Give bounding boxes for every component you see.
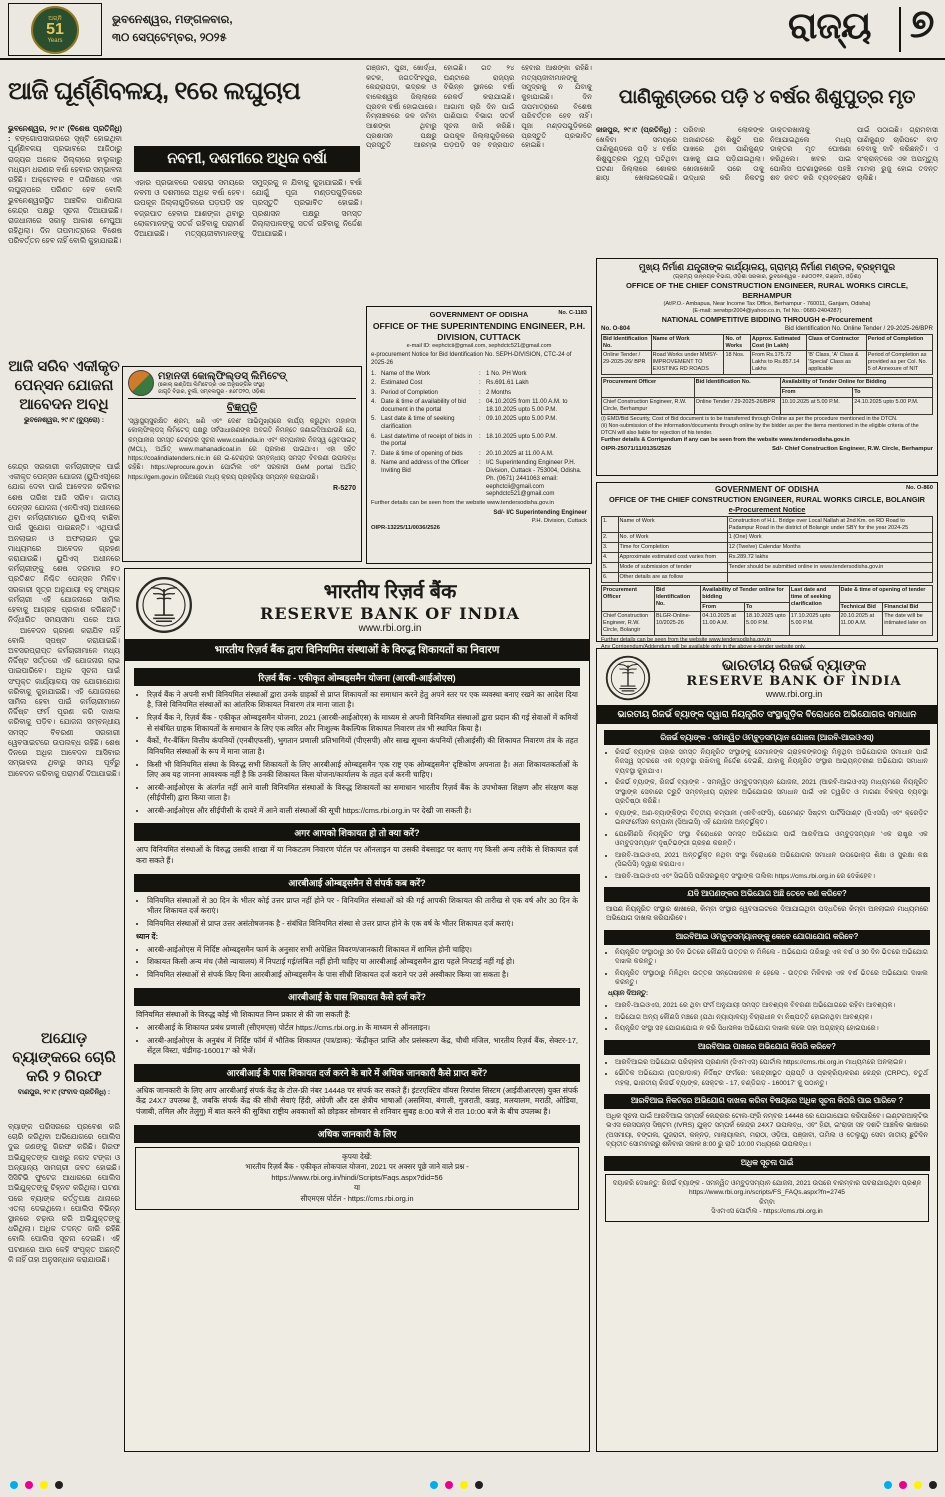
berhampur-note-line: (i) EMD/Bid Security, Cost of Bid document is to be transferred through Online as per the procedure mentioned in the DTCN. [601,416,898,422]
col-clarification: Last date and time of seeking clarification [789,585,839,612]
lead-body-text-2: ଏହାର ପ୍ରଭାବରେ ଦଶହରା ସମୟରେ ନବମୀ ଓ ଦଶମୀରେ ଅଧିକ ବର୍ଷା ହେବ। ଉପକୂଳ ଜିଲ୍ଲାଗୁଡ଼ିକରେ ଘଡ଼ଘଡ଼ି ସହ ବଜ୍ରପାତ ହେବାର ଆଶଙ୍କା ଥିବାରୁ ଲୋକମାନଙ୍କୁ ସତର୍କ ରହିବାକୁ ପରାମର୍ଶ ଦିଆଯାଇଛି। ମତ୍ସ୍ୟଜୀବୀମାନଙ୍କୁ ସମୁଦ୍ରକୁ ନ ଯିବାକୁ କୁହାଯାଇଛି। ବର୍ଷା ଯୋଗୁଁ ପୂଜା ମଣ୍ଡପଗୁଡ଼ିକରେ ପ୍ରସ୍ତୁତି ପ୍ରଭାବିତ ହୋଇଛି। ପ୍ରଶାସନ ପକ୍ଷରୁ ସମସ୍ତ ଜିଲ୍ଲାପାଳଙ୍କୁ ସତର୍କ ରହିବାକୁ ନିର୍ଦ୍ଦେଶ ଦିଆଯାଇଛି। [134,178,362,239]
rbi-hi-note-bullet: • आरबी-आईओएस में निर्दिष्ट ओम्बड्समैन फार्म के अनुसार सभी अपेक्षित विवरण/जानकारी शिकायत में शामिल होनी चाहिए। [147,945,578,955]
rbi-hi-sec3-bullets [147,896,578,930]
col-bid-id: Bid Identification No. [602,334,652,351]
bolangir-detail-row [602,553,933,563]
bolangir-row-value: Construction of H.L. Bridge over Local Nallah at 2nd Km. on RD Road to Padampur Road in the district of Bolangir under SBY for the year 2024-25 [727,516,932,533]
col-technical-bid: Technical Bid [839,602,883,612]
berhampur-ref-row [601,325,933,333]
edition-city-day: ଭୁବନେଶ୍ୱର, ମଙ୍ଗଳବାର, [112,14,233,26]
rbi-hi-footer-line: या [353,1183,361,1193]
mcl-title-block [158,371,286,396]
mcl-reference-number: R-5270 [333,484,356,492]
badge-years-number: 51 [46,20,64,38]
rbi-or-note-bullet: • ଆରବି-ଆଇଓଏସ, 2021 ରେ ଥିବା ଫର୍ମ ଅନୁଯାୟୀ ସମସ୍ତ ଆବଶ୍ୟକ ବିବରଣୀ ଅଭିଯୋଗରେ ରହିବା ଆବଶ୍ୟକ। [615,1001,928,1010]
ph-item-number: 1. [371,370,377,378]
rbi-or-header [597,649,937,705]
col-financial-bid: Financial Bid [883,602,933,612]
berhampur-officer-header-row1 [602,378,933,388]
ph-email-line: e-mail ID: eephctcii@gmail.com, sephdctc521@gmail.com [406,343,552,350]
bolangir-eproc-title: e-Procurement Notice [728,505,806,515]
mcl-header [128,370,356,399]
col-from: From [780,387,853,397]
rbi-hi-sec1-title: रिज़र्व बैंक - एकीकृत ओम्बड्समैन योजना (आरबी-आईओएस) [134,668,580,686]
cell-technical-bid: 20.10.2025 at 11.00 A.M. [839,612,883,636]
rbi-hi-bullet: • बैंकों, गैर-बैंकिंग वित्तीय कंपनियों (एनबीएफसी), भुगतान प्रणाली प्रतिभागियों (पीएसपी) और साख सूचना कंपनियों (सीआईसी) की शिकायत निवारण तंत्र के तहत विनियमित संस्थाओं के रूप में माना जाता है। [147,736,578,757]
anniversary-badge-icon [31,6,79,54]
berhampur-tender-notice [596,258,938,476]
rbi-or-sec4-title: ଆରବିଆଇ ପାଖରେ ଅଭିଯୋଗ କିପରି କରିବେ? [604,1040,930,1055]
cell-clarification: 17.10.2025 upto 5.00 P.M. [789,612,839,636]
bolangir-notice-number: No. O-860 [905,485,933,491]
rbi-hi-name-english: RESERVE BANK OF INDIA [260,603,520,623]
registration-marks-center [430,1481,483,1489]
rbi-hi-sec3-notes [147,945,578,981]
rbi-or-footer-box [605,1174,929,1222]
rbi-or-sec5-text: ଅଧିକ ସୂଚନା ପାଇଁ ଆରବିଆଇ ସମ୍ପର୍କ କେନ୍ଦ୍ରର ଟୋଲ-ଫ୍ରି ନମ୍ବର 14448 ରେ ଯୋଗାଯୋଗ କରିପାରିବେ। ଇଣ୍ଟରଆକ୍ଟିଭ ଭଏସ ରେସପନ୍ସ ସିଷ୍ଟମ (IVRS) ଯୁକ୍ତ ସମ୍ପର୍କ କେନ୍ଦ୍ର 24X7 ଉପଲବ୍ଧ, ଏବଂ ହିନ୍ଦୀ, ଇଂରାଜୀ ସହ ଦଶଟି ଆଞ୍ଚଳିକ ଭାଷାରେ (ଅସମୀୟା, ବଙ୍ଗଳା, ଗୁଜରାଟୀ, କନ୍ନଡ଼, ମାଲାୟାଲମ, ମରାଠୀ, ଓଡ଼ିଆ, ପଞ୍ଜାବୀ, ତାମିଲ ଓ ତେଲୁଗୁ) ସେବା ଜାତୀୟ ଛୁଟିଦିନ ବ୍ୟତୀତ ସୋମବାରରୁ ଶନିବାର ସକାଳ 8:00 ରୁ ରାତି 10:00 ମଧ୍ୟରେ ଉପଲବ୍ଧ। [606,1112,928,1149]
rbi-or-bullet: • ଭୌତିକ ଅଭିଯୋଗ (ପତ୍ର/ଡାକ) ନିର୍ଦ୍ଦିଷ୍ଟ ଫର୍ମରେ: 'କେନ୍ଦ୍ରୀଭୂତ ପ୍ରାପ୍ତି ଓ ପ୍ରକ୍ରିୟାକରଣ କେନ୍ଦ୍ର (CRPC), ଚତୁର୍ଥ ମହଲା, ଭାରତୀୟ ରିଜର୍ଭ ବ୍ୟାଙ୍କ, ସେକ୍ଟର - 17, ଚଣ୍ଡିଗଡ଼ - 160017' କୁ ପଠାନ୍ତୁ। [615,1069,928,1088]
lead-subhead: ନବମୀ, ଦଶମୀରେ ଅଧିକ ବର୍ଷା [134,146,360,172]
ph-item-number: 5. [371,415,377,423]
bolangir-row-label: Other details are as follow [618,572,727,582]
cell-procurement-officer: Chief Construction Engineer, R.W. Circle, Bolangir [602,612,655,636]
bolangir-detail-row [602,516,933,533]
lead-body-mid-cols [366,64,592,302]
col-availability: Availability of Tender online for bidding [701,585,790,602]
bolangir-gov-line: GOVERNMENT OF ODISHA [714,485,819,494]
bolangir-detail-row [602,572,933,582]
ph-items-list [371,370,587,498]
ph-item-row [371,379,587,387]
bolangir-detail-row [602,543,933,553]
ph-item-row [371,398,587,414]
bolangir-row-value [727,572,932,582]
col-opening: Date & time of opening of tender [839,585,933,602]
berhampur-notice-number: No. O-804 [601,324,630,332]
ph-item-colon [479,379,484,387]
ph-item-row [371,389,587,397]
ph-item-row [371,433,587,449]
bolangir-row-value: 12 (Twelve) Calendar Months [727,543,932,553]
ph-item-value: 04.10.2025 from 11.00 A.M. to 18.10.2025 upto 5.00 P.M. [486,398,568,414]
bolangir-officer-data-row [602,612,933,636]
reg-magenta-dot [445,1481,453,1489]
ph-item-value: 20.10.2025 at 11.00 A.M. [486,449,554,457]
rbi-or-sec2-title: ଯଦି ଆପଣଙ୍କର ଅଭିଯୋଗ ଅଛି ତେବେ କଣ କରିବେ? [604,887,930,902]
badge-years-label: Years [47,37,63,44]
ph-item-label: Date & time of availability of bid document in the portal [381,398,467,414]
berhampur-odia-subtitle: (ଗ୍ରାମ୍ୟ ଉନ୍ନୟନ ବିଭାଗ, ଓଡ଼ିଶା ସରକାର, ଭୁବନେଶ୍ୱର - ୭୬୦୦୧୧, ଗଞ୍ଜାମ, ଓଡ଼ିଶା) [673,273,861,280]
rbi-or-bullet: • ନିୟନ୍ତ୍ରିତ ସଂସ୍ଥାଠାରୁ ମିଳିଥିବା ଉତ୍ତର ସନ୍ତୋଷଜନକ ନ ହେଲେ - ଉତ୍ତର ମିଳିବାର ଏକ ବର୍ଷ ଭିତରେ ଅଭିଯୋଗ ଦାଖଲ କରନ୍ତୁ। [615,969,928,988]
ph-item-value: 18.10.2025 upto 5.00 P.M. [486,432,558,440]
rbi-hi-footer-line: https://www.rbi.org.in/hindi/Scripts/Faqs.aspx?did=56 [271,1172,443,1182]
ph-item-label: Last date/time of receipt of bids in the portal [381,432,473,448]
berhampur-email: (E-mail: serwbpr2004@yahoo.co.in, Tel No.: 0680-2404287) [692,307,842,314]
lead-body-cols [134,178,362,354]
berhampur-bid-line: Bid Identification No. Online Tender / 29-2025-26/BPR [784,324,933,332]
bolangir-row-number: 5. [602,563,619,573]
lead-body-col1 [8,124,122,354]
edition-date: ୩୦ ସେପ୍ଟେମ୍ବର, ୨୦୨୫ [112,32,227,45]
ph-office-name: OFFICE OF THE SUPERINTENDING ENGINEER, P.H. DIVISION, CUTTACK [372,320,586,343]
rbi-or-name-local: ଭାରତୀୟ ରିଜର୍ଭ ବ୍ୟାଙ୍କ [721,657,867,674]
bolangir-detail-row [602,533,933,543]
cell-from: 10.10.2025 at 5.00 P.M. [780,397,853,414]
rbi-or-sec5-title: ଆରବିଆଇ ନିକଟରେ ଅଭିଯୋଗ ଦାଖଲ କରିବା ବିଷୟରେ ଅଧିକ ସୂଚନା କିପରି ପାଇ ପାରିବେ ? [604,1094,930,1109]
cell-period: Period of Completion as provided as per Col. No. 5 of Annexure of NIT [866,351,932,375]
rbi-hi-banner: भारतीय रिज़र्व बैंक द्वारा विनियमित संस्थाओं के विरुद्ध शिकायतों का निवारण [125,639,589,661]
second-body [596,126,938,254]
berhampur-ncb-line: NATIONAL COMPETITIVE BIDDING THROUGH e-Procurement [661,315,873,325]
rbi-or-footer-line: https://www.rbi.org.in/scripts/FS_FAQs.aspx?fn=2745 [689,1189,845,1197]
second-dateline: ଜାଜପୁର, ୨୯।୯ (ପ୍ରତିନିଧି) : [596,127,677,134]
ph-division-notice [366,306,592,564]
bolangir-header [601,485,933,495]
cell-bid-id: Online Tender / 29-2025-26/ BPR [602,351,652,375]
ph-item-number: 4. [371,398,377,406]
bolangir-row-number: 4. [602,553,619,563]
rbi-hi-bullet: • आरबी-आईओएस के अंतर्गत नहीं आने वाली विनियमित संस्थाओं के विरुद्ध शिकायतों का समाधान भारतीय रिज़र्व बैंक के उपभोक्ता शिक्षण और संरक्षण कक्ष (सीईपीसी) द्वारा किया जाता है। [147,783,578,804]
bolangir-row-number: 1. [602,516,619,533]
theft-headline: ଅଯୋଡ଼ ବ୍ୟାଙ୍କରେ ଚୋରି କରି ୨ ଗିରଫ [12,1030,116,1085]
rbi-or-sec1-title: ରିଜର୍ଭ ବ୍ୟାଙ୍କ - ସମନ୍ୱିତ ଓମ୍ବୁଡ଼ସମ୍ୟାନ ଯୋଜନା (ଆରବି-ଆଇଓଏସ୍) [604,730,930,745]
rbi-hi-url: www.rbi.org.in [358,622,422,634]
rbi-hi-sec4-title: आरबीआई के पास शिकायत कैसे दर्ज करें? [134,988,580,1006]
rbi-hi-bullet: • रिज़र्व बैंक ने, रिज़र्व बैंक - एकीकृत ओम्बड्समैन योजना, 2021 (आरबी-आईओएस) के माध्यम से अपनी विनियमित संस्थाओं द्वारा प्रदान की गई सेवाओं में कमियों से संबंधित ग्राहक शिकायतों के समाधान के लिए एक त्वरित और निःशुल्क वैकल्पिक शिकायत निवारण तंत्र भी स्थापित किया है। [147,713,578,734]
rbi-or-sec3-bullets [615,948,928,988]
ph-item-number: 7. [371,449,377,457]
ph-item-number: 8. [371,459,377,467]
bolangir-details-rows [602,516,933,582]
bolangir-officer-header-row1 [602,585,933,602]
col-to: To [853,387,933,397]
berhampur-officer-table [601,377,933,415]
col-bid-identification: Bid Identification No. [654,585,700,612]
berhampur-oipr: OIPR-25071/11/0135/2526 [601,446,672,453]
col-bid-identification: Bid Identification No. [694,378,780,398]
bolangir-row-label: Time for Completion [618,543,727,553]
rbi-or-sec6-title: ଅଧିକ ସୂଚନା ପାଇଁ [604,1156,930,1171]
rbi-or-bullet: • ବ୍ୟାଙ୍କ, ଅଣ-ବ୍ୟାଙ୍କିଙ୍ଗ ବିତ୍ତୀୟ କମ୍ପାନୀ (ଏନବିଏଫସି), ପେମେଣ୍ଟ ସିଷ୍ଟମ ପାର୍ଟିସିପାଣ୍ଟ (ପିଏସପି) ଏବଂ କ୍ରେଡ଼ିଟ ଇନଫର୍ମେସନ କମ୍ପାନୀ (ସିଆଇସି) ଏହି ଯୋଜନା ଅନ୍ତର୍ଭୁକ୍ତ। [615,809,928,828]
cell-to: 18.10.2025 upto 5.00 P.M. [744,612,789,636]
rbi-or-bullet: • ରିଜର୍ଭ ବ୍ୟାଙ୍କ, ରିଜର୍ଭ ବ୍ୟାଙ୍କ - ସମନ୍ୱିତ ଓମ୍ବୁଡ଼ସମ୍ୟାନ ଯୋଜନା, 2021 (ଆରବି-ଆଇଓଏସ୍) ମାଧ୍ୟମରେ ନିୟନ୍ତ୍ରିତ ସଂସ୍ଥାଙ୍କ ସେବାରେ ତ୍ରୁଟି ସମ୍ବନ୍ଧୀୟ ଗ୍ରାହକ ଅଭିଯୋଗର ସମାଧାନ ପାଇଁ ଏକ ତ୍ୱରିତ ଓ ମାଗଣା ବିକଳ୍ପ ବ୍ୟବସ୍ଥା ପ୍ରତିଷ୍ଠା କରିଛି। [615,778,928,806]
ph-item-label: Name of the Work [381,370,430,378]
reg-cyan-dot [430,1481,438,1489]
rbi-hi-bullet: • किसी भी विनियमित संस्था के विरुद्ध सभी शिकायतों के लिए आरबीआई ओम्बड्समैन 'एक राष्ट्र एक ओम्बड्समैन' दृष्टिकोण अपनाता है। अतः शिकायतकर्ताओं के लिए अब यह जानना आवश्यक नहीं है कि उनकी शिकायत किस योजना/कार्यालय के तहत दर्ज करनी चाहिए। [147,760,578,781]
page-number: ୭ [910,2,935,46]
bolangir-row-label: Approximate estimated cost varies from [618,553,727,563]
rbi-hi-sec6-title: अधिक जानकारी के लिए [134,1125,580,1143]
col-name-of-work: Name of Work [651,334,724,351]
theft-story-head [8,1030,120,1118]
ph-oipr: OIPR-13225/11/0036/2526 [371,525,440,532]
rbi-hi-note-bullet: • विनियमित संस्थाओं से संपर्क किए बिना आरबीआई ओम्बड्समैन के पास सीधी शिकायत दर्ज कराने पर उसे अस्वीकार किया जा सकता है। [147,970,578,980]
rbi-hi-footer-line: सीएमएस पोर्टल - https://cms.rbi.org.in [300,1193,414,1203]
cell-est-cost: From Rs.175.72 Lakhs to Rs.857.14 Lakhs [750,351,806,375]
second-headline: ପାଣିକୁଣ୍ଡରେ ପଡ଼ି ୪ ବର୍ଷର ଶିଶୁପୁତ୍ର ମୃତ [618,87,916,108]
ph-item-value: Rs.691.61 Lakh [486,379,529,387]
pension-story-head [8,358,120,458]
berhampur-notes [601,416,933,437]
rbi-or-sec4-bullets [615,1058,928,1088]
ph-item-colon [479,389,484,397]
rbi-hi-sec4-bullets [147,1023,578,1057]
rbi-or-name-english: RESERVE BANK OF INDIA [686,674,902,689]
rbi-seal-icon [135,576,193,634]
rbi-or-note-bullet: • ଅଭିଯୋଗ ଅନ୍ୟ କୌଣସି ମଞ୍ଚରେ (ଯଥା ନ୍ୟାୟାଳୟ) ବିଚାରାଧୀନ ବା ନିଷ୍ପତ୍ତି ହୋଇନଥିବା ଆବଶ୍ୟକ। [615,1013,928,1022]
theft-body-text: ବ୍ୟାଙ୍କ ପରିସରରେ ପ୍ରବେଶ କରି ଚୋରି କରିଥିବା ଅଭିଯୋଗରେ ପୋଲିସ ଦୁଇ ଜଣଙ୍କୁ ଗିରଫ କରିଛି। ଗିରଫ ଅଭିଯୁକ୍ତଙ୍କ ପାଖରୁ ନଗଦ ଟଙ୍କା ଓ ଅନ୍ୟାନ୍ୟ ସାମଗ୍ରୀ ଜବତ ହୋଇଛି। ସିସିଟିଭି ଫୁଟେଜ ଆଧାରରେ ପୋଲିସ ଅଭିଯୁକ୍ତଙ୍କୁ ଚିହ୍ନଟ କରିଥିଲା। ଘଟଣା ପରେ ବ୍ୟାଙ୍କ କର୍ତ୍ତୃପକ୍ଷ ଥାନାରେ ଏତଲା ଦେଇଥିଲେ। ପୋଲିସ ବିଭିନ୍ନ ସ୍ଥାନରେ ଚଢ଼ାଉ କରି ଅଭିଯୁକ୍ତଙ୍କୁ ଧରିଥିଲା। ଅଧିକ ତଦନ୍ତ ଜାରି ରହିଛି ବୋଲି ପୋଲିସ ସୂଚନା ଦେଇଛି। ଏହି ଘଟଣାରେ ଆଉ କେହି ସଂପୃକ୍ତ ଅଛନ୍ତି କି ନାହିଁ ତାହା ଅନୁସନ୍ଧାନ କରାଯାଉଛି। [8,1122,120,1264]
mcl-subsidiary-line: (କୋଲ୍ ଇଣ୍ଡିଆ ଲିମିଟେଡ୍‌ର ଏକ ଅନୁଷଙ୍ଗିକ ସଂସ୍ଥା) [158,382,265,388]
berhampur-odia-title: ମୁଖ୍ୟ ନିର୍ମାଣ ଯନ୍ତ୍ରୀଙ୍କ କାର୍ଯ୍ୟାଳୟ, ଗ୍ରାମ୍ୟ ନିର୍ମାଣ ମଣ୍ଡଳ, ବ୍ରହ୍ମପୁର [638,262,896,272]
cell-procurement-officer: Chief Construction Engineer, R.W. Circle, Berhampur [602,397,695,414]
berhampur-works-data-row [602,351,933,375]
theft-dateline: ବାଣପୁର, ୨୯।୯ (ସଂବାଦ ପ୍ରତିନିଧି) : [17,1089,111,1097]
bolangir-details-table [601,516,933,583]
reg-magenta-dot [25,1481,33,1489]
ph-item-label: Period of Completion [381,388,438,396]
rbi-or-bullet: • ନିୟନ୍ତ୍ରିତ ସଂସ୍ଥାଠାରୁ 30 ଦିନ ଭିତରେ କୌଣସି ଉତ୍ତର ନ ମିଳିଲେ - ଅଭିଯୋଗ ତାରିଖରୁ ଏକ ବର୍ଷ ଓ 30 ଦିନ ଭିତରେ ଅଭିଯୋଗ ଦାଖଲ କରନ୍ତୁ। [615,948,928,967]
ph-further-details: Further details can be seen from the website www.tendersodisha.gov.in [371,500,554,507]
theft-body [8,1122,120,1476]
bolangir-officer-table [601,585,933,636]
cell-bid-identification: BLGR-Online-10/2025-26 [654,612,700,636]
rbi-or-footer-line: କିମ୍ବା [759,1198,775,1206]
badge-paper-name: ଅଗ୍ନି [48,15,62,22]
ph-item-value: I/C Superintending Engineer P.H. Division, Cuttack - 753004, Odisha. Ph. (0671) 2441063 email: eephctcii@gmail.com sephdctc521@gmail.com [486,459,582,498]
ph-notice-number: No. C-1183 [558,310,587,316]
col-class: Class of Contractor [807,334,867,351]
col-from: From [701,602,745,612]
rbi-hi-note-title: ध्यान दें: [136,932,159,942]
rbi-or-bullet: • ଯେକୌଣସି ନିୟନ୍ତ୍ରିତ ସଂସ୍ଥା ବିରୋଧରେ ସମସ୍ତ ଅଭିଯୋଗ ପାଇଁ ଆରବିଆଇ ଓମ୍ବୁଡ଼ସମ୍ୟାନ 'ଏକ ରାଷ୍ଟ୍ର ଏକ ଓମ୍ବୁଡ଼ସମ୍ୟାନ' ଦୃଷ୍ଟିଭଙ୍ଗୀ ଗ୍ରହଣ କରନ୍ତି। [615,830,928,849]
lead-body-text-1: ବଙ୍ଗୋପସାଗରରେ ସୃଷ୍ଟି ହୋଇଥିବା ଘୂର୍ଣ୍ଣିବଳୟ ପ୍ରଭାବରେ ଆଜିଠାରୁ ରାଜ୍ୟର ଅନେକ ଜିଲ୍ଲାରେ ହାଲୁକାରୁ ମଧ୍ୟମ ଧରଣର ବର୍ଷା ହେବାର ସମ୍ଭାବନା ରହିଛି। ଅକ୍ଟୋବର ୧ ତାରିଖରେ ଏହା ଲଘୁଚାପରେ ପରିଣତ ହେବ ବୋଲି ଭୁବନେଶ୍ୱରସ୍ଥିତ ଆଞ୍ଚଳିକ ପାଣିପାଗ କେନ୍ଦ୍ର ପକ୍ଷରୁ ସୂଚନା ଦିଆଯାଇଛି। ରାଜଧାନୀରେ ସକାଳୁ ଆକାଶ ମେଘୁଆ ରହିଥିଲା। ଦିନ ତାପମାତ୍ରାରେ ବିଶେଷ ପରିବର୍ତ୍ତନ ହେବ ନାହିଁ ବୋଲି କୁହାଯାଇଛି। [8,134,122,246]
pension-dateline: ଭୁବନେଶ୍ୱର, ୨୯।୯ (ବ୍ୟୁରୋ) : [23,417,104,425]
rbi-or-note-title: ଧ୍ୟାନ ଦିଅନ୍ତୁ: [608,990,649,998]
bolangir-row-number: 3. [602,543,619,553]
reg-yellow-dot [40,1481,48,1489]
rbi-hi-bullet: • विनियमित संस्थाओं से प्राप्त उत्तर असंतोषजनक है - संबंधित विनियमित संस्था से उत्तर प्राप्त होने के एक वर्ष के भीतर शिकायत दर्ज कराएं। [147,919,578,929]
reg-yellow-dot [914,1481,922,1489]
mcl-notice-title: ବିଜ୍ଞପ୍ତି [226,402,258,414]
ph-item-label: Date & time of opening of bids [381,449,463,457]
ph-item-colon [479,450,484,458]
rbi-hi-bullet: • रिज़र्व बैंक ने अपनी सभी विनियमित संस्थाओं द्वारा उनके ग्राहकों से प्राप्त शिकायतों का समाधान करने हेतु अपने स्तर पर एक व्यवस्था बनाए रखने का आदेश दिया है, जिसे विनियमित संस्थाओं का आंतरिक शिकायत निवारण तंत्र माना जाता है। [147,690,578,711]
reg-cyan-dot [884,1481,892,1489]
col-procurement-officer: Procurement Officer [602,585,655,612]
ph-item-colon [479,415,484,431]
bolangir-row-label: Name of Work [618,516,727,533]
cell-from: 04.10.2025 at 11.00 A.M. [701,612,745,636]
cell-name-of-work: Road Works under MMSY- IMPROVEMENT TO EXISTING RD ROADS [651,351,724,375]
ph-item-row [371,415,587,431]
ph-item-number: 3. [371,388,377,396]
ph-item-colon [479,398,484,414]
rbi-hi-header [125,569,589,639]
rbi-hi-bullet: • विनियमित संस्थाओं से 30 दिन के भीतर कोई उत्तर प्राप्त नहीं होने पर - विनियमित संस्थाओं को की गई आपकी शिकायत की तारीख से एक वर्ष और 30 दिन के भीतर शिकायत दर्ज कराएं। [147,896,578,917]
masthead [0,0,945,60]
registration-marks-right [884,1481,937,1489]
cell-no-of-works: 18 Nos. [724,351,750,375]
ph-item-label: Estimated Cost [381,379,423,387]
ph-item-number: 6. [371,432,377,440]
rbi-or-bullet: • ରିଜର୍ଭ ବ୍ୟାଙ୍କ ତାହାର ସମସ୍ତ ନିୟନ୍ତ୍ରିତ ସଂସ୍ଥାଙ୍କୁ ସେମାନଙ୍କ ଗ୍ରାହକଙ୍କଠାରୁ ମିଳୁଥିବା ଅଭିଯୋଗର ସମାଧାନ ପାଇଁ ନିଜସ୍ୱ ସ୍ତରରେ ଏକ ବ୍ୟବସ୍ଥା ରଖିବାକୁ ନିର୍ଦ୍ଦେଶ ଦେଇଛି, ଯାହାକୁ ନିୟନ୍ତ୍ରିତ ସଂସ୍ଥାର ଆଭ୍ୟନ୍ତରୀଣ ଅଭିଯୋଗ ସମାଧାନ ବ୍ୟବସ୍ଥା କୁହାଯାଏ। [615,748,928,776]
lead-headline: ଆଜି ଘୂର୍ଣ୍ଣିବଳୟ, ୧ରେ ଲଘୁଚାପ [8,77,301,105]
ph-item-colon [479,433,484,449]
mcl-notice [122,366,362,562]
rbi-ad-hindi [124,568,590,1452]
rbi-or-sec3-notes [615,1001,928,1034]
mcl-notice-body: 'ସ୍ୱାସ୍ଥ୍ୟସୁରକ୍ଷିତ ଶ୍ରମ, ଖଣି ଏବଂ ଦେଶ' ଆଭିମୁଖ୍ୟରେ କାର୍ଯ୍ୟ କରୁଥିବା ମହାନଦୀ କୋଲ୍‌ଫିଲ୍ଡସ୍ ଲିମିଟେଡ୍ ପକ୍ଷରୁ ସର୍ବସାଧାରଣଙ୍କ ଅବଗତି ନିମନ୍ତେ ଜଣାଇଦିଆଯାଉଛି ଯେ, କମ୍ପାନୀର ସମସ୍ତ ଟେଣ୍ଡର ସୂଚନା www.coalindia.in ଏବଂ କମ୍ପାନୀର ନିଜସ୍ୱ ୱେବସାଇଟ୍ (MCL), ଅର୍ଥାତ୍ www.mahanadicoal.in ରେ ପ୍ରକାଶ ପାଇଥାଏ। ଏହା ସହିତ https://coalindiatenders.nic.in ରେ ଇ-ଟେଣ୍ଡର ସମ୍ବନ୍ଧୀୟ ସମସ୍ତ ବିବରଣୀ ଉପଲବ୍ଧ ରହିଛି। https://eprocure.gov.in ପୋର୍ଟାଲ ଏବଂ ସରକାରୀ GeM portal ଅର୍ଥାତ୍ https://gem.gov.in ଜରିଆରେ ମଧ୍ୟ କ୍ରୟ ପ୍ରକ୍ରିୟା ସମ୍ପନ୍ନ କରାଯାଉଛି। [128,418,356,481]
registration-marks-left [10,1481,63,1489]
ph-signature-1: Sd/- I/C Superintending Engineer [493,509,587,516]
rbi-or-note-bullet: • ନିୟନ୍ତ୍ରିତ ସଂସ୍ଥା ସହ ଯୋଗାଯୋଗ ନ କରି ସିଧାସଳଖ ଅଭିଯୋଗ ଦାଖଲ କଲେ ତାହା ଅଗ୍ରାହ୍ୟ ହୋଇପାରେ। [615,1024,928,1033]
col-est-cost: Approx. Estimated Cost (in Lakh) [750,334,806,351]
rbi-or-sec1-bullets [615,748,928,881]
bolangir-row-label: No. of Work [618,533,727,543]
edition-dateline [112,11,233,48]
berhampur-works-header-row [602,334,933,351]
mcl-address-line: ଜାଗୃତି ବିହାର, ବୁର୍ଲା, ସମ୍ବଲପୁର - ୭୬୮୦୨୦, ଓଡ଼ିଶା [158,388,265,395]
rbi-or-banner: ଭାରତୀୟ ରିଜର୍ଭ ବ୍ୟାଙ୍କ ଦ୍ୱାରା ନିୟନ୍ତ୍ରିତ ସଂସ୍ଥାଗୁଡ଼ିକ ବିରୋଧରେ ଅଭିଯୋଗର ସମାଧାନ [597,705,937,724]
cell-financial-bid: The date will be intimated later on [883,612,933,636]
pension-body [8,462,120,1024]
ph-item-value: 1 No. PH Work [486,370,527,378]
rbi-hi-footer-line: भारतीय रिज़र्व बैंक - एकीकृत लोकपाल योजना, 2021 पर अक्सर पूछे जाने वाले प्रश्न - [245,1162,469,1172]
cell-to: 24.10.2025 upto 5.00 P.M. [853,397,933,414]
ph-item-value: 2 Months [486,388,512,396]
mcl-logo-icon [128,370,154,396]
lead-body-text-3: ଗଞ୍ଜାମ, ପୁରୀ, ଖୋର୍ଦ୍ଧା, କଟକ, ଜଗତସିଂହପୁର, କେନ୍ଦ୍ରାପଡ଼ା, ଭଦ୍ରକ ଓ ବାଲେଶ୍ୱର ଜିଲ୍ଲାରେ ପ୍ରବଳ ବର୍ଷା ହୋଇପାରେ। ନିମ୍ନାଞ୍ଚଳରେ ଜଳ ଜମିବା ଆଶଙ୍କା ଥିବାରୁ ପ୍ରଶାସନ ପକ୍ଷରୁ ପ୍ରସ୍ତୁତି ଆରମ୍ଭ ହୋଇଛି। ଗତ ୨୪ ଘଣ୍ଟାରେ ରାଜ୍ୟର ବିଭିନ୍ନ ସ୍ଥାନରେ ବର୍ଷା ରେକର୍ଡ କରାଯାଇଛି। ଆଗାମୀ ଚାରି ଦିନ ପାଇଁ ପାଣିପାଗ ବିଭାଗ ସତର୍କ ସୂଚନା ଜାରି କରିଛି। ଉପକୂଳ ଜିଲ୍ଲାଗୁଡ଼ିକରେ ଘଡ଼ଘଡ଼ି ସହ ବଜ୍ରପାତ ହେବାର ଆଶଙ୍କା ରହିଛି। ମତ୍ସ୍ୟଜୀବୀମାନଙ୍କୁ ସମୁଦ୍ରକୁ ନ ଯିବାକୁ କୁହାଯାଇଛି। ଦିନ ତାପମାତ୍ରାରେ ବିଶେଷ ପରିବର୍ତ୍ତନ ହେବ ନାହିଁ। ପୂଜା ମଣ୍ଡପଗୁଡ଼ିକରେ ପ୍ରସ୍ତୁତି ପ୍ରଭାବିତ ହୋଇଛି। [366,65,592,150]
section-title: ରାଜ୍ୟ [788,5,871,46]
berhampur-further-details: Further details & Corrigendum if any can be seen from the website www.tendersodisha.gov.in [601,437,850,444]
ph-header [371,310,587,320]
rbi-hi-bullet: • आरबीआई के शिकायत प्रबंध प्रणाली (सीएमएस) पोर्टल https://cms.rbi.org.in के माध्यम से ऑनलाइन। [147,1023,578,1033]
anniversary-logo-box [8,3,102,56]
reg-black-dot [929,1481,937,1489]
col-no-of-works: No. of Works [724,334,750,351]
berhampur-office-name: OFFICE OF THE CHIEF CONSTRUCTION ENGINEER, RURAL WORKS CIRCLE, BERHAMPUR [625,280,909,300]
bolangir-row-value: Tender should be submitted online in www.tendersodisha.gov.in [727,563,932,573]
berhampur-note-line: (ii) Non-submission of the information/documents through online by the bidder as per the items mentioned in the eligible criteria of the DTCN will also liable for rejection of his tender. [601,423,919,437]
rbi-hi-sec4-intro: विनियमित संस्थाओं के विरुद्ध कोई भी शिकायत निम्न प्रकार से की जा सकती है: [136,1009,351,1019]
ph-item-label: Last date & time of seeking clarification [381,415,455,431]
rbi-or-footer-line: ଦୟାକରି ଦେଖନ୍ତୁ: ରିଜର୍ଭ ବ୍ୟାଙ୍କ - ସମନ୍ୱିତ ଓମ୍ବୁଡ଼ସମ୍ୟାନ ଯୋଜନା, 2021 ଉପରେ ବାରମ୍ବାର ପଚରାଯାଉଥିବା ପ୍ରଶ୍ନ [612,1179,922,1187]
ph-item-colon [479,459,484,498]
rbi-or-sec2-text: ଆପଣ ନିୟନ୍ତ୍ରିତ ସଂସ୍ଥାର ଶାଖାରେ, କିମ୍ବା ସଂସ୍ଥାର ୱେବସାଇଟରେ ଦିଆଯାଇଥିବା ପଦ୍ଧତିରେ କିମ୍ବା ଅନଲାଇନ ମାଧ୍ୟମରେ ଅଭିଯୋଗ ଦାଖଲ କରିପାରିବେ। [606,905,928,923]
pension-body-text: କେନ୍ଦ୍ର ସରକାରୀ କର୍ମଚାରୀଙ୍କ ପାଇଁ ଏକୀକୃତ ପେନ୍ସନ ଯୋଜନା (ୟୁପିଏସ୍)ରେ ଯୋଗ ଦେବା ପାଇଁ ଆବେଦନ କରିବାର ଶେଷ ତାରିଖ ଆଜି ସରିବ। ଜାତୀୟ ପେନ୍ସନ ଯୋଜନା (ଏନପିଏସ୍) ଅଧୀନରେ ଥିବା କର୍ମଚାରୀମାନେ ୟୁପିଏସ୍ ବାଛିବା ପାଇଁ ସୁଯୋଗ ପାଇଛନ୍ତି। ଏଥିପାଇଁ ଅନଲାଇନ ଓ ଅଫଲାଇନ ଦୁଇ ମାଧ୍ୟମରେ ଆବେଦନ ଗ୍ରହଣ କରାଯାଉଛି। ୟୁପିଏସ୍ ଅଧୀନରେ କର୍ମଚାରୀଙ୍କୁ ଶେଷ ଦରମାର ୫୦ ପ୍ରତିଶତ ନିଶ୍ଚିତ ପେନ୍ସନ ମିଳିବ। ସରକାରୀ ସୂତ୍ର ଅନୁଯାୟୀ ବହୁ ସଂଖ୍ୟକ କର୍ମଚାରୀ ଏହି ଯୋଜନାରେ ସାମିଲ ହେବାକୁ ଆଗ୍ରହ ପ୍ରକାଶ କରିଛନ୍ତି। ନିର୍ଦ୍ଧାରିତ ସମୟସୀମା ପରେ ଆଉ ଆବେଦନ ଗ୍ରହଣ କରାଯିବ ନାହିଁ ବୋଲି ସ୍ପଷ୍ଟ କରାଯାଇଛି। ଅବସରପ୍ରାପ୍ତ କର୍ମଚାରୀମାନେ ମଧ୍ୟ ନିର୍ଦ୍ଦିଷ୍ଟ ସର୍ତ୍ତରେ ଏହି ଯୋଜନାର ଲାଭ ପାଇପାରିବେ। ଅଧିକ ସୂଚନା ପାଇଁ ସଂପୃକ୍ତ କାର୍ଯ୍ୟାଳୟ ସହ ଯୋଗାଯୋଗ କରିବାକୁ କୁହାଯାଇଛି। ଏହି ଯୋଜନାରେ ସାମିଲ ହେବା ପାଇଁ କର୍ମଚାରୀମାନେ ନିର୍ଦ୍ଦିଷ୍ଟ ଫର୍ମ ପୂରଣ କରି ଦାଖଲ କରିବାକୁ ପଡ଼ିବ। ଯୋଜନା ସମ୍ବନ୍ଧୀୟ ସମସ୍ତ ବିବରଣୀ ସରକାରୀ ୱେବସାଇଟରେ ଉପଲବ୍ଧ ରହିଛି। ଶେଷ ଦିନରେ ଅଧିକ ଆବେଦନ ଆସିବାର ସମ୍ଭାବନା ଥିବାରୁ ସମୟ ପୂର୍ବରୁ ଆବେଦନ କରିବାକୁ ପରାମର୍ଶ ଦିଆଯାଇଛି। [8,462,120,778]
rbi-or-bullet: • ଆରବିଆଇର ଅଭିଯୋଗ ପରିଚାଳନା ପ୍ରଣାଳୀ (ସିଏମଏସ) ପୋର୍ଟାଲ https://cms.rbi.org.in ମାଧ୍ୟମରେ ଅନଲାଇନ। [615,1058,928,1067]
ph-eproc-line: e-procurement Notice for Bid Identification No. SEPH-DIVISION, CTC-24 of 2025-26 [371,352,572,367]
ph-item-row [371,450,587,458]
berhampur-officer-data-row [602,397,933,414]
reg-black-dot [55,1481,63,1489]
bolangir-row-value: Rs.289.72 lakhs [727,553,932,563]
bolangir-row-label: Mode of submission of tender [618,563,727,573]
berhampur-signature: Sd/- Chief Construction Engineer, R.W. Circle, Berhampur [771,446,933,453]
rbi-hi-sec5-text: अधिक जानकारी के लिए आप आरबीआई संपर्क केंद्र के टोल-फ्री नंबर 14448 पर संपर्क कर सकते हैं। इंटरएक्टिव वॉयस रिस्पांस सिस्टम (आईवीआरएस) युक्त संपर्क केंद्र 24X7 उपलब्ध है, जबकि संपर्क केंद्र की सीधी सेवाएं हिंदी, अंग्रेजी और दस क्षेत्रीय भाषाओं (असमिया, बंगाली, गुजराती, कन्नड़, मलयालम, मराठी, ओडिया, पंजाबी, तमिल और तेलुगु) में बात करने की सुविधा राष्ट्रीय अवकाशों को छोड़कर सोमवार से शनिवार सुबह 8:00 बजे से रात 10:00 बजे के बीच उपलब्ध है। [136,1085,578,1116]
col-to: To [744,602,789,612]
ph-item-label: Name and address of the Officer Inviting Bid [381,459,469,474]
reg-yellow-dot [460,1481,468,1489]
ph-item-row [371,370,587,378]
rbi-hi-footer-box [135,1147,579,1210]
rbi-hi-titles [201,577,579,634]
ph-item-colon [479,370,484,378]
rbi-seal-icon [605,655,651,701]
lead-dateline: ଭୁବନେଶ୍ୱର, ୨୯।୯ (ବିଶେଷ ପ୍ରତିନିଧି) : [8,124,122,144]
rbi-hi-name-local: भारतीय रिज़र्व बैंक [323,580,457,603]
rbi-or-url: www.rbi.org.in [765,689,823,699]
rbi-or-bullet: • ଆରବି-ଆଇଓଏସ ଏବଂ ସିଇପିସି ପରିସରଭୁକ୍ତ ସଂସ୍ଥାଙ୍କ ତାଲିକା https://cms.rbi.org.in ରେ ଦେଖିହେବ। [615,872,928,881]
reg-cyan-dot [10,1481,18,1489]
bolangir-row-number: 2. [602,533,619,543]
col-availability: Availability of Tender Online for Bidding [780,378,932,388]
rbi-or-sec3-title: ଆରବିଆଇ ଓମ୍ବୁଡ଼ସମ୍ୟାନଙ୍କୁ କେବେ ଯୋଗାଯୋଗ କରିବେ? [604,930,930,945]
rbi-hi-sec1-bullets [147,690,578,816]
bolangir-row-number: 6. [602,572,619,582]
rbi-hi-sec3-title: आरबीआई ओम्बड्समैन से संपर्क कब करें? [134,874,580,892]
rbi-hi-note-bullet: • शिकायत किसी अन्य मंच (जैसे न्यायालय) में निपटाई गई/लंबित नहीं होनी चाहिए या आरबीआई ओम्बड्समैन द्वारा पहले निपटाई नहीं गई हो। [147,957,578,967]
ph-item-row [371,459,587,498]
mcl-company-name: ମହାନଦୀ କୋଲ୍‌ଫିଲ୍ଡସ୍ ଲିମିଟେଡ୍ [158,370,287,382]
berhampur-footer-row [601,446,933,452]
ph-item-number: 2. [371,379,377,387]
pension-headline: ଆଜି ସରିବ ଏକୀକୃତ ପେନ୍ସନ ଯୋଜନା ଆବେଦନ ଅବଧି [8,358,120,413]
rbi-or-footer-line: ସିଏମଏସ ପୋର୍ଟାଲ - https://cms.rbi.org.in [711,1208,823,1216]
rbi-hi-bullet: • आरबी-आईओएस और सीईपीसी के दायरे में आने वाली संस्थाओं की सूची https://cms.rbi.org.in पर देखी जा सकती है। [147,806,578,816]
bolangir-office-name: OFFICE OF THE CHIEF CONSTRUCTION ENGINEER, RURAL WORKS CIRCLE, BOLANGIR [608,495,926,505]
reg-magenta-dot [899,1481,907,1489]
rbi-hi-bullet: • आरबी-आईओएस के अनुबंध में निर्दिष्ट फॉर्म में भौतिक शिकायत (पत्र/डाक): 'केंद्रीकृत प्राप्ति और प्रसंस्करण केंद्र, चौथी मंजिल, भारतीय रिज़र्व बैंक, सेक्टर-17, सेंट्रल विस्टा, चंडीगढ़-160017' को भेजें। [147,1036,578,1057]
bolangir-detail-row [602,563,933,573]
bolangir-note-line: Further details can be seen from the website www.tendersodisha.gov.in [601,637,772,644]
rbi-hi-footer-line: कृपया देखें: [342,1151,372,1161]
second-body-text: ଖେଳିବା ସମୟରେ ପାଣିକୁଣ୍ଡରେ ପଡ଼ି ୪ ବର୍ଷର ଶିଶୁପୁତ୍ରର ମୃତ୍ୟୁ ଘଟିଥିବା ଘଟଣା ଜିଲ୍ଲାରେ ଶୋକର ଛାୟା ଖେଳାଇଦେଇଛି। ପରିବାର ଲୋକଙ୍କ ଅଜାଣତରେ ଶିଶୁଟି ଘର ପାଖରେ ଥିବା ପାଣିକୁଣ୍ଡ ପାଖକୁ ଯାଇ ପଡ଼ିଯାଇଥିଲା। ଖୋଜାଖୋଜି ପରେ ତାକୁ ଉଦ୍ଧାର କରି ନିକଟସ୍ଥ ଡାକ୍ତରଖାନାକୁ ନିଆଯାଇଥିଲେ ମଧ୍ୟ ଡାକ୍ତର ମୃତ ଘୋଷଣା କରିଥିଲେ। ଖବର ପାଇ ପୋଲିସ ଘଟଣାସ୍ଥଳରେ ପହଞ୍ଚି ଶବ ଜବତ କରି ବ୍ୟବଚ୍ଛେଦ ପାଇଁ ପଠାଇଛି। ଗ୍ରାମବାସୀ ପାଣିକୁଣ୍ଡ ଚାରିପଟେ ବାଡ଼ ଦେବାକୁ ଦାବି କରିଛନ୍ତି। ଏ ସଂକ୍ରାନ୍ତରେ ଏକ ଅପମୃତ୍ୟୁ ମାମଲା ରୁଜୁ ହୋଇ ତଦନ୍ତ ଚାଲିଛି। [596,127,938,183]
col-procurement-officer: Procurement Officer [602,378,695,398]
rbi-hi-sec5-title: आरबीआई के पास शिकायत दर्ज करने के बारे में अधिक जानकारी कैसे प्राप्त करें? [134,1064,580,1082]
bolangir-row-value: 1 (One) Work [727,533,932,543]
ph-signature-2: P.H. Division, Cuttack [531,517,587,524]
cell-bid-identification: Online Tender / 29-2025-26/BPR [694,397,780,414]
cell-class: 'B' Class, 'A' Class & 'Special' Class as applicable [807,351,867,375]
col-period: Period of Completion [866,334,932,351]
masthead-divider [899,7,901,52]
rbi-or-bullet: • ଆରବି-ଆଇଓଏସ, 2021 ଅନ୍ତର୍ଭୁକ୍ତ ନଥିବା ସଂସ୍ଥା ବିରୋଧରେ ଅଭିଯୋଗର ସମାଧାନ ଉପଭୋକ୍ତା ଶିକ୍ଷା ଓ ସୁରକ୍ଷା କକ୍ଷ (ସିଇପିସି) ଦ୍ୱାରା କରାଯାଏ। [615,851,928,870]
ph-gov-line: GOVERNMENT OF ODISHA [429,310,529,319]
rbi-hi-sec2-text: आप विनियमित संस्थाओं के विरुद्ध उसकी शाखा में या निकटतम निवारण पोर्टल पर ऑनलाइन या उसकी वेबसाइट पर बताए गए किसी अन्य तरीके से शिकायत दर्ज करा सकते हैं। [136,845,578,865]
rbi-ad-odia [596,648,938,1452]
bolangir-tender-notice [596,482,938,642]
berhampur-works-table [601,334,933,375]
reg-black-dot [475,1481,483,1489]
rbi-or-titles [659,657,929,699]
rbi-hi-sec2-title: अगर आपको शिकायत हो तो क्या करें? [134,823,580,841]
ph-item-value: 09.10.2025 upto 5.00 P.M. [486,415,558,423]
berhampur-address: (At/P.O.- Ambapua, Near Income Tax Office, Berhampur - 760011, Ganjam, Odisha) [663,300,871,307]
